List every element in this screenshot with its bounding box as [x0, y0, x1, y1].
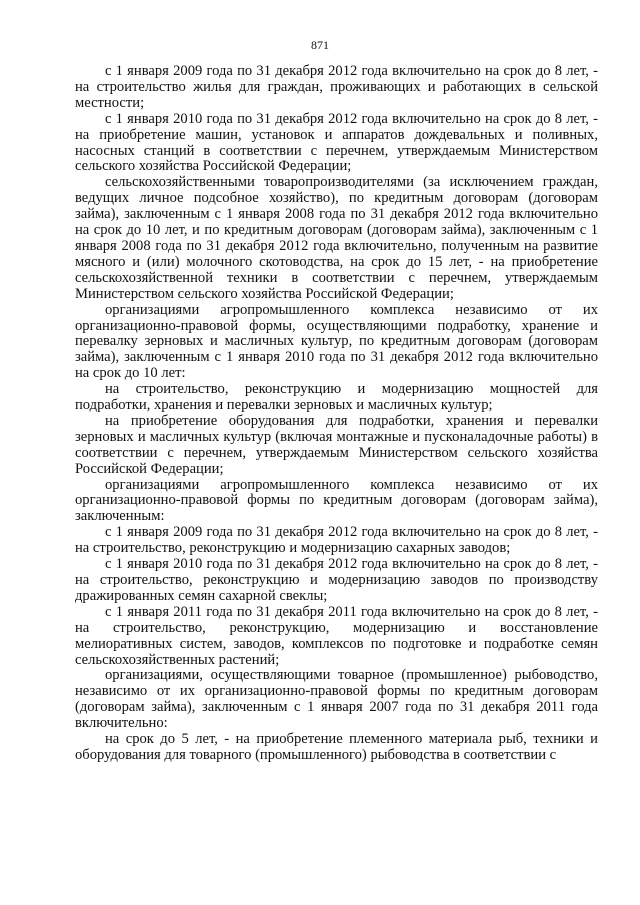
paragraph-9: с 1 января 2010 года по 31 декабря 2012 года включительно на срок до 8 лет, - на строительство, реконструкцию и модернизацию заводов по производству дражированных семян сахарной свеклы;: [75, 556, 598, 604]
paragraph-2: с 1 января 2010 года по 31 декабря 2012 года включительно на срок до 8 лет, - на приобретение машин, установок и аппаратов дождевальных и поливных, насосных станций в соответствии с перечнем, утверждаемым Министерством сельского хозяйства Российской Федерации;: [75, 110, 598, 175]
paragraph-10: с 1 января 2011 года по 31 декабря 2011 года включительно на срок до 8 лет, - на строительство, реконструкцию, модернизацию и восстановление мелиоративных систем, заводов, комплексов по подготовке и подработке семян сельскохозяйственных растений;: [75, 603, 598, 668]
document-body: [75, 64, 598, 764]
paragraph-3: сельскохозяйственными товаропроизводителями (за исключением граждан, ведущих личное подсобное хозяйство), по кредитным договорам (договорам займа), заключенным с 1 января 2008 года по 31 декабря 2012 года включительно на срок до 10 лет, и по кредитным договорам (договорам займа), заключенным с 1 января 2008 года по 31 декабря 2012 года включительно, полученным на развитие мясного и (или) молочного скотоводства, на срок до 15 лет, - на приобретение сельскохозяйственной техники в соответствии с перечнем, утверждаемым Министерством сельского хозяйства Российской Федерации;: [75, 174, 598, 302]
paragraph-7: организациями агропромышленного комплекса независимо от их организационно-правовой формы по кредитным договорам (договорам займа), заключенным:: [75, 476, 598, 525]
paragraph-6: на приобретение оборудования для подработки, хранения и перевалки зерновых и масличных культур (включая монтажные и пусконаладочные работы) в соответствии с перечнем, утверждаемым Министерством сельского хозяйства Российской Федерации;: [75, 412, 598, 477]
paragraph-4: организациями агропромышленного комплекса независимо от их организационно-правовой формы, осуществляющими подработку, хранение и перевалку зерновых и масличных культур, по кредитным договорам (договорам займа), заключенным с 1 января 2010 года по 31 декабря 2012 года включительно на срок до 10 лет:: [75, 301, 598, 382]
page-number: 871: [311, 38, 329, 52]
paragraph-5: на строительство, реконструкцию и модернизацию мощностей для подработки, хранения и перевалки зерновых и масличных культур;: [75, 381, 598, 414]
paragraph-11: организациями, осуществляющими товарное (промышленное) рыбоводство, независимо от их организационно-правовой формы по кредитным договорам (договорам займа), заключенным с 1 января 2007 года по 31 декабря 2011 года включительно:: [75, 667, 598, 732]
paragraph-1: с 1 января 2009 года по 31 декабря 2012 года включительно на срок до 8 лет, - на строительство жилья для граждан, проживающих и работающих в сельской местности;: [75, 63, 598, 111]
paragraph-8: с 1 января 2009 года по 31 декабря 2012 года включительно на срок до 8 лет, - на строительство, реконструкцию и модернизацию сахарных заводов;: [75, 524, 598, 557]
paragraph-12: на срок до 5 лет, - на приобретение племенного материала рыб, техники и оборудования для товарного (промышленного) рыбоводства в соответствии с: [75, 731, 598, 763]
